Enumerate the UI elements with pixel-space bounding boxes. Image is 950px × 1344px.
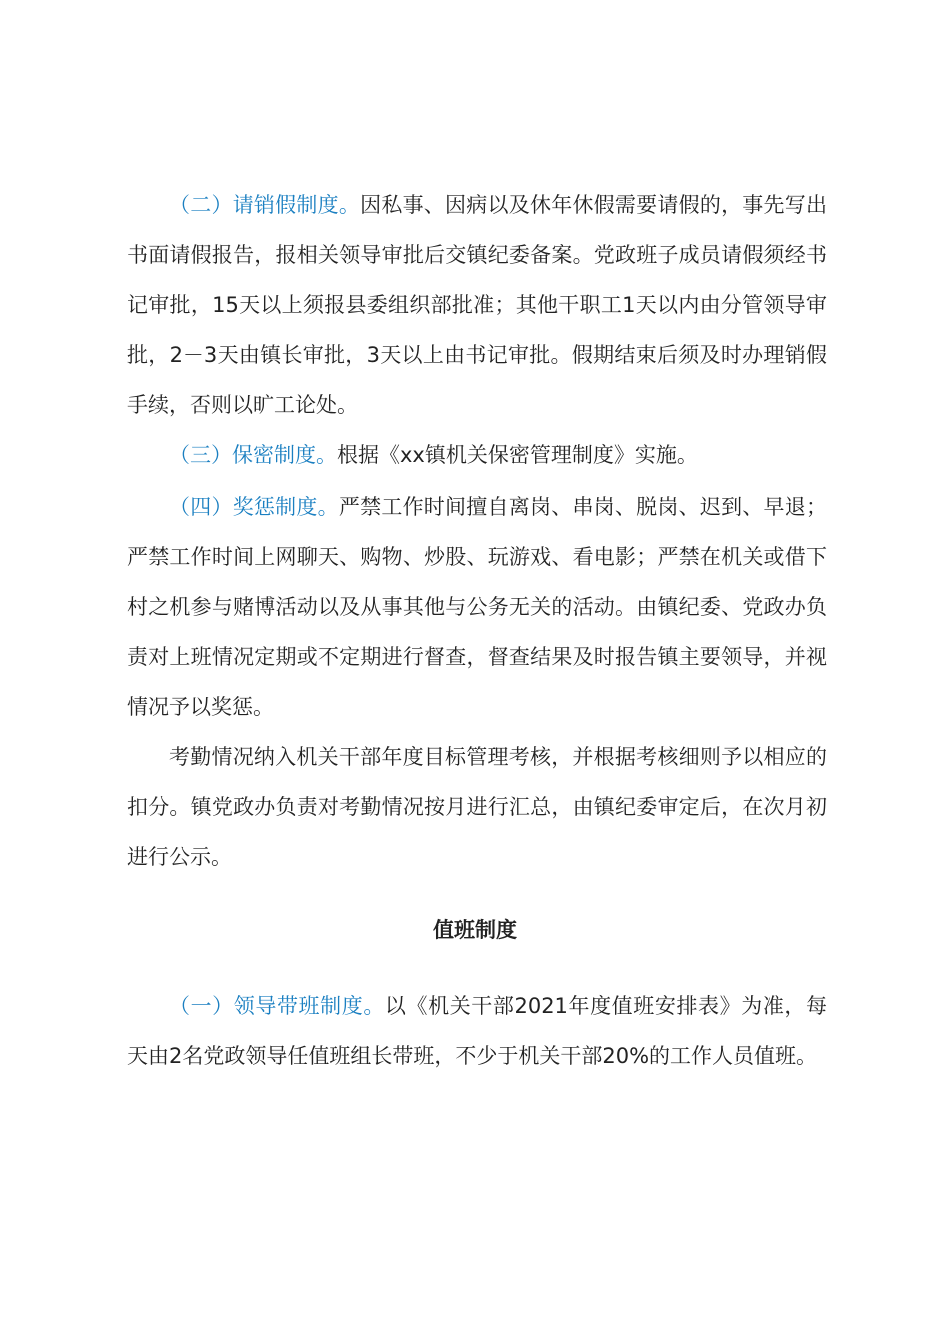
paragraph-body: 考勤情况纳入机关干部年度目标管理考核，并根据考核细则予以相应的扣分。镇党政办负责对考勤情况按月进行汇总，由镇纪委审定后，在次月初进行公示。: [127, 745, 827, 869]
paragraph-leave-system: [127, 180, 827, 430]
paragraph-reward-punishment-system: [127, 482, 827, 732]
paragraph-attendance-assessment: [127, 732, 827, 882]
paragraph-leader-duty-system: [127, 981, 827, 1081]
paragraph-body: 以《机关干部2021年度值班安排表》为准，每天由2名党政领导任值班组长带班，不少于机关干部20%的工作人员值班。: [127, 994, 828, 1068]
paragraph-heading: （二）请销假制度。: [169, 193, 361, 217]
paragraph-body: 因私事、因病以及休年休假需要请假的，事先写出书面请假报告，报相关领导审批后交镇纪委备案。党政班子成员请假须经书记审批，15天以上须报县委组织部批准；其他干职工1天以内由分管领导审批，2－3天由镇长审批，3天以上由书记审批。假期结束后须及时办理销假手续，否则以旷工论处。: [127, 193, 828, 417]
section-title: 值班制度: [433, 918, 517, 942]
paragraph-heading: （一）领导带班制度。: [169, 994, 385, 1018]
paragraph-heading: （三）保密制度。: [169, 443, 337, 467]
paragraph-heading: （四）奖惩制度。: [169, 495, 339, 519]
paragraph-body: 根据《xx镇机关保密管理制度》实施。: [337, 443, 698, 467]
paragraph-confidentiality-system: [127, 430, 827, 480]
paragraph-body: 严禁工作时间擅自离岗、串岗、脱岗、迟到、早退；严禁工作时间上网聊天、购物、炒股、玩游戏、看电影；严禁在机关或借下村之机参与赌博活动以及从事其他与公务无关的活动。由镇纪委、党政办负责对上班情况定期或不定期进行督查，督查结果及时报告镇主要领导，并视情况予以奖惩。: [127, 495, 828, 719]
